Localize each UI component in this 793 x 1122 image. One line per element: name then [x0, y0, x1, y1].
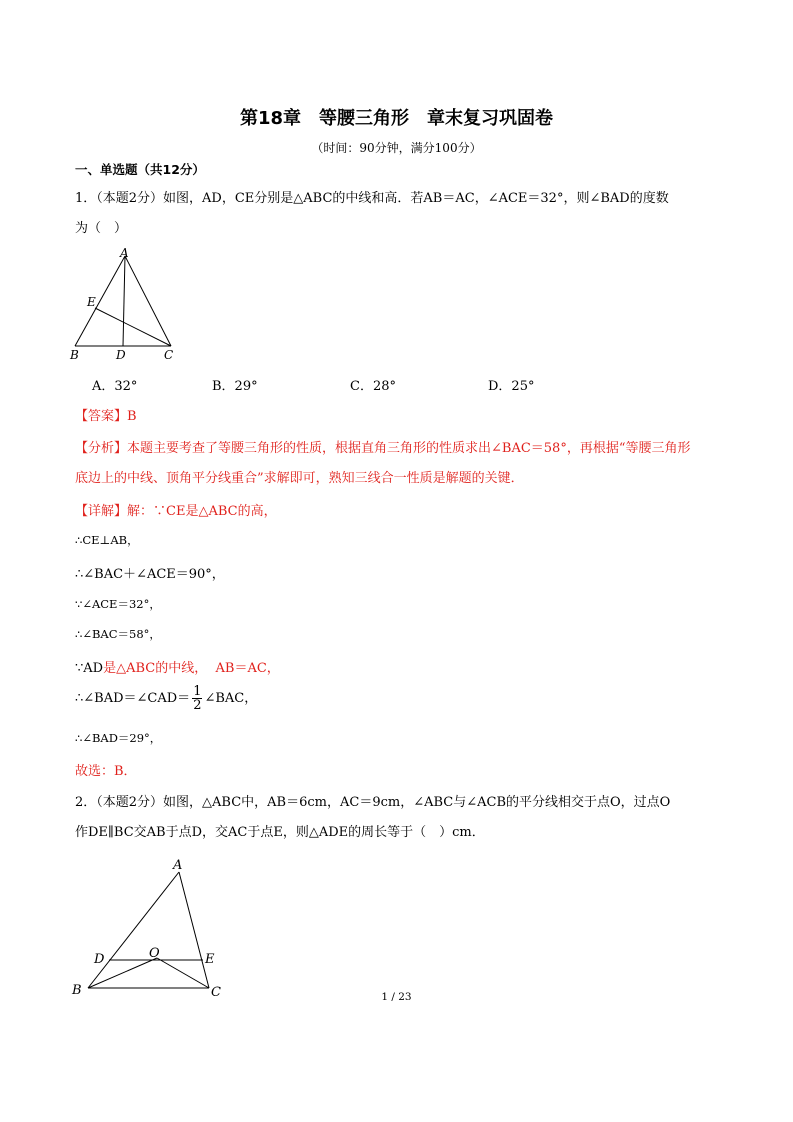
- q1-option-b: B．29°: [212, 379, 258, 394]
- q1-step-5-c: AB＝AC，: [215, 661, 280, 676]
- fraction-denominator: 2: [193, 698, 202, 713]
- q2-side-ab: [88, 872, 179, 988]
- section-heading: 一、单选题（共12分）: [75, 162, 205, 177]
- q1-label-d: D: [116, 348, 126, 362]
- q1-step-2: ∴∠BAC＋∠ACE＝90°，: [75, 567, 225, 582]
- q2-bisector-co: [157, 958, 209, 988]
- q1-median-ad: [123, 256, 125, 346]
- q1-step-6-post: ∠BAC，: [204, 691, 258, 706]
- q1-step-5: [75, 657, 280, 676]
- q1-answer: 【答案】B: [75, 409, 137, 424]
- q1-step-3: ∵∠ACE＝32°，: [75, 597, 161, 611]
- q1-detail-line: [75, 500, 277, 519]
- q1-step-1: ∴CE⊥AB，: [75, 533, 139, 547]
- q1-analysis-line2: 底边上的中线、顶角平分线重合”求解即可，熟知三线合一性质是解题的关键．: [75, 471, 524, 486]
- q2-triangle-figure: [66, 852, 236, 1002]
- q2-label-c: C: [211, 985, 221, 1000]
- q1-option-d: D．25°: [488, 379, 535, 394]
- q1-label-b: B: [70, 348, 79, 362]
- exam-time-info: （时间：90分钟，满分100分）: [311, 141, 482, 155]
- q2-stem-line1: 2．（本题2分）如图，△ABC中，AB＝6cm，AC＝9cm，∠ABC与∠ACB的平分线相交于点O，过点O: [75, 795, 671, 810]
- q1-label-a: A: [120, 246, 129, 260]
- q1-detail-tag: 【详解】: [75, 504, 128, 519]
- q1-stem-line2: 为（ ）: [75, 221, 128, 236]
- q2-label-b: B: [72, 983, 82, 998]
- q1-option-a: A．32°: [92, 379, 138, 394]
- q1-detail-first: 解：∵CE是△ABC的高，: [127, 504, 277, 519]
- q1-step-6-pre: ∴∠BAD＝∠CAD＝: [75, 691, 191, 706]
- q1-option-c: C．28°: [350, 379, 396, 394]
- page-number: 1 / 23: [381, 991, 412, 1003]
- q1-step-4: ∴∠BAC＝58°，: [75, 627, 161, 641]
- q1-label-e: E: [87, 295, 96, 309]
- q2-label-o: O: [149, 946, 160, 961]
- q1-altitude-ce: [95, 308, 171, 346]
- q1-triangle-figure: [66, 244, 186, 364]
- fraction-numerator: 1: [193, 684, 202, 699]
- q1-label-c: C: [164, 348, 174, 362]
- q1-fraction-half: [192, 685, 202, 712]
- q2-label-a: A: [173, 858, 183, 873]
- page-title: 第18章 等腰三角形 章末复习巩固卷: [239, 108, 554, 129]
- q1-side-ab: [75, 256, 125, 346]
- q2-label-e: E: [205, 952, 215, 967]
- q1-stem-line1: 1．（本题2分）如图，AD，CE分别是△ABC的中线和高．若AB＝AC，∠ACE＝32°，则∠BAD的度数: [75, 191, 669, 206]
- q1-step-6: [75, 685, 257, 712]
- q1-step-5-b: 是△ABC的中线，: [103, 661, 208, 676]
- q1-analysis-line1: 【分析】本题主要考查了等腰三角形的性质，根据直角三角形的性质求出∠BAC＝58°，再根据“等腰三角形: [75, 441, 691, 456]
- q2-label-d: D: [94, 952, 105, 967]
- q1-step-7: ∴∠BAD＝29°，: [75, 731, 162, 745]
- q1-side-ac: [125, 256, 171, 346]
- q2-side-ac: [179, 872, 209, 988]
- q1-choose: 故选：B．: [75, 764, 137, 779]
- q2-stem-line2: 作DE∥BC交AB于点D，交AC于点E，则△ADE的周长等于（ ）cm．: [75, 825, 485, 840]
- q1-step-5-a: ∵AD: [75, 661, 104, 676]
